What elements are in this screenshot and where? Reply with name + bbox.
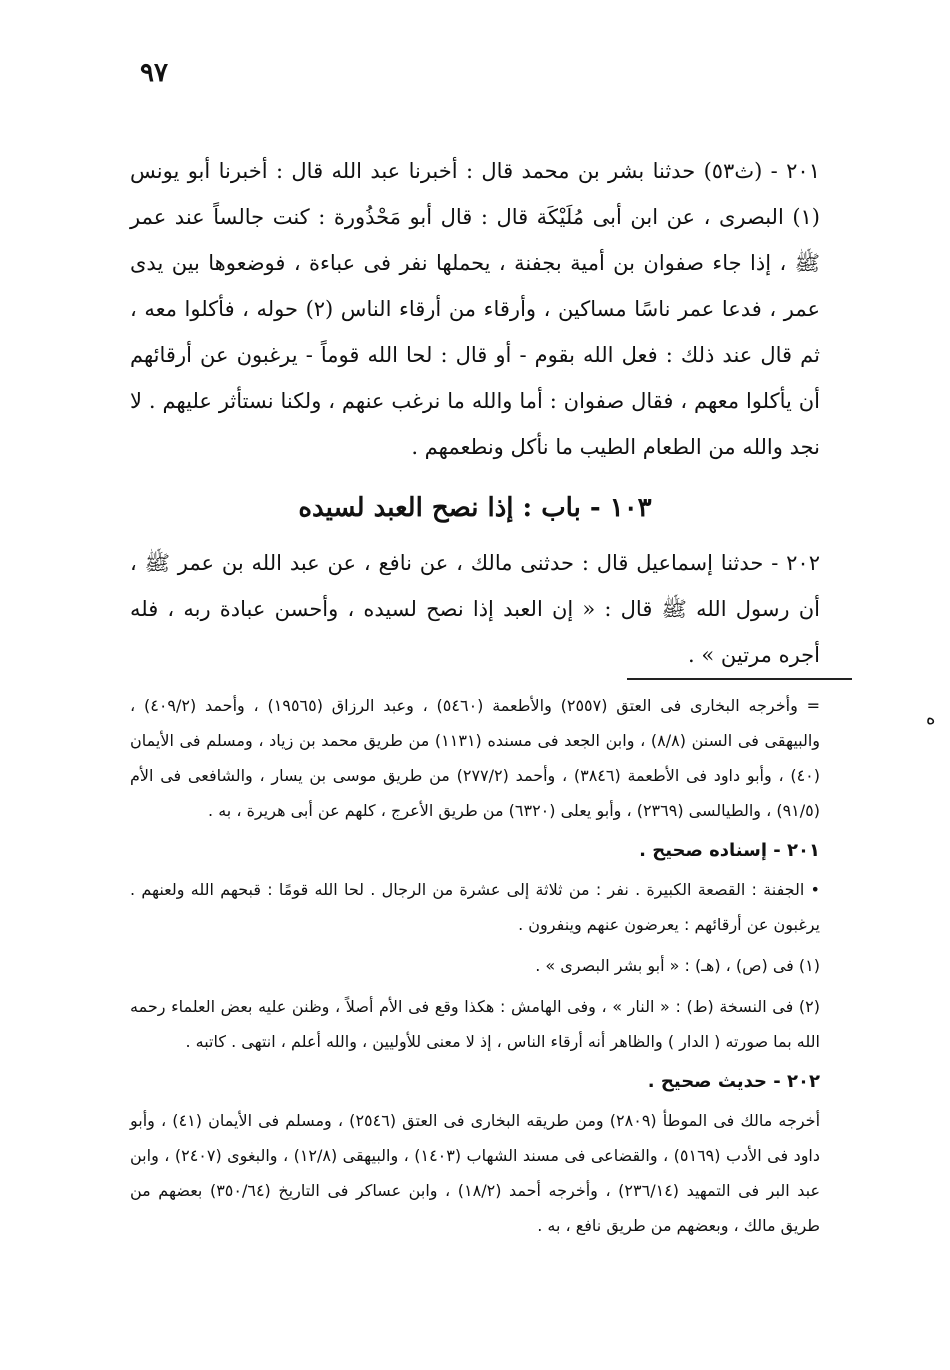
page-number: ٩٧ <box>140 58 168 88</box>
main-text <box>130 148 820 678</box>
margin-mark: ﻩ <box>926 708 936 729</box>
grade-201: ٢٠١ - إسناده صحيح . <box>639 840 820 861</box>
hadith-202: ٢٠٢ - حدثنا إسماعيل قال : حدثنى مالك ، عن نافع ، عن عبد الله بن عمر ﷺ ، أن رسول الله ﷺ قال : « إن العبد إذا نصح لسيده ، وأحسن عبادة ربه ، فله أجره مرتين » . <box>130 551 820 667</box>
footnote-2: (٢) فى النسخة (ط) : « النار » ، وفى الهامش : هكذا وقع فى الأم أصلاً ، وظنن عليه بعض العلماء رحمه الله بما صورته ( الدار ) والظاهر أنه أرقاء الناس ، إذ لا معنى للأوليين ، والله أعلم ، انتهى . كاتبه . <box>130 997 820 1051</box>
hadith-201: ٢٠١ - (ث٥٣) حدثنا بشر بن محمد قال : أخبرنا عبد الله قال : أخبرنا أبو يونس (١) البصرى ، عن ابن أبى مُلَيْكَة قال : قال أبو مَحْذُورة : كنت جالساً عند عمر ﷺ ، إذا جاء صفوان بن أمية بجفنة ، يحملها نفر فى عباءة ، فوضعوها بين يدى عمر ، فدعا عمر ناسًا مساكين ، وأرقاء من أرقاء الناس (٢) حوله ، فأكلوا معه ، ثم قال عند ذلك : فعل الله بقوم - أو قال : لحا الله قوماً - يرغبون عن أرقائهم أن يأكلوا معهم ، فقال صفوان : أما والله ما نرغب عنهم ، ولكنا نستأثر عليهم . لا نجد والله من الطعام الطيب ما نأكل ونطعمهم . <box>130 159 820 459</box>
footnote-1: (١) فى (ص) ، (هـ) : « أبو بشر البصرى » . <box>535 956 820 975</box>
footnotes <box>130 688 820 1249</box>
gloss-201: • الجفنة : القصعة الكبيرة . نفر : من ثلاثة إلى عشرة من الرجال . لحا الله قومًا : قبحهم الله ولعنهم . يرغبون عن أرقائهم : يعرضون عنهم وينفرون . <box>130 880 820 934</box>
takhrij-202: أخرجه مالك فى الموطأ (٢٨٠٩) ومن طريقه البخارى فى العتق (٢٥٤٦) ، ومسلم فى الأيمان (٤١) ، وأبو داود فى الأدب (٥١٦٩) ، والقضاعى فى مسند الشهاب (١٤٠٣) ، والبيهقى (١٢/٨) ، والبغوى (٢٤٠٧) ، وابن عبد البر فى التمهيد (٢٣٦/١٤) ، وأخرجه أحمد (١٨/٢) ، وابن عساكر فى التاريخ (٣٥٠/٦٤) بعضهم من طريق مالك ، وبعضهم من طريق نافع ، به . <box>130 1111 821 1235</box>
footnote-continuation: = وأخرجه البخارى فى العتق (٢٥٥٧) والأطعمة (٥٤٦٠) ، وعبد الرزاق (١٩٥٦٥) ، وأحمد (٤٠٩/٢) ، والبيهقى فى السنن (٨/٨) ، وابن الجعد فى مسنده (١١٣١) من طريق محمد بن زياد ، ومسلم فى الأيمان (٤٠) ، وأبو داود فى الأطعمة (٣٨٤٦) ، وأحمد (٢٧٧/٢) من طريق موسى بن يسار ، والشافعى فى الأم (٩١/٥) ، والطيالسى (٢٣٦٩) ، وأبو يعلى (٦٣٢٠) من طريق الأعرج ، كلهم عن أبى هريرة ، به . <box>130 696 821 820</box>
grade-202: ٢٠٢ - حديث صحيح . <box>647 1071 820 1092</box>
footnote-separator <box>627 678 852 680</box>
chapter-heading: ١٠٣ - باب : إذا نصح العبد لسيده <box>298 493 652 523</box>
